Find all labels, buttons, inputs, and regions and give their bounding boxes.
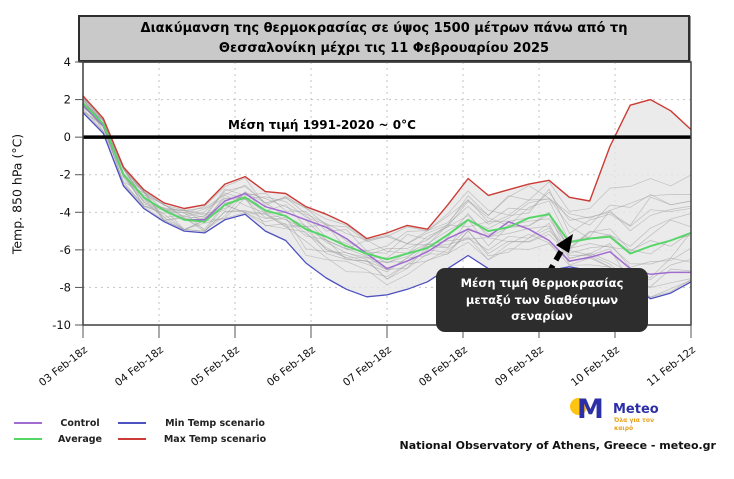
- credit-text: National Observatory of Athens, Greece - meteo.gr: [399, 439, 716, 452]
- x-tick-label: 10 Feb-18z: [568, 343, 622, 390]
- meteo-logo: [566, 394, 686, 432]
- legend-label: Min Temp scenario: [165, 417, 265, 429]
- y-tick-label: 4: [63, 55, 71, 69]
- y-tick-label: -8: [59, 280, 71, 295]
- y-tick-label: -10: [52, 318, 71, 332]
- y-axis-title: Temp. 850 hPa (°C): [9, 133, 25, 255]
- logo-tagline: Όλα για τον καιρό: [614, 417, 655, 432]
- legend-label: Max Temp scenario: [163, 433, 267, 445]
- x-tick-label: 07 Feb-18z: [340, 343, 394, 390]
- logo-wordmark: Meteo: [613, 402, 659, 417]
- y-tick-label: -2: [59, 167, 71, 182]
- x-tick-label: 05 Feb-18z: [188, 343, 242, 390]
- x-tick-label: 06 Feb-18z: [264, 343, 318, 390]
- legend-item: [118, 415, 278, 431]
- y-tick-label: -6: [59, 242, 71, 257]
- legend-swatch-max-temp-scenario: [118, 438, 146, 440]
- x-tick-label: 03 Feb-18z: [36, 343, 90, 390]
- y-tick-label: 0: [63, 130, 71, 145]
- chart-title: Διακύμανση της θερμοκρασίας σε ύψος 1500 μέτρων πάνω από τη Θεσσαλονίκη μέχρι τις 11 Φεβρουαρίου 2025: [78, 15, 690, 62]
- y-tick-label: -4: [59, 205, 71, 220]
- x-tick-label: 04 Feb-18z: [112, 343, 166, 390]
- legend-swatch-min-temp-scenario: [118, 422, 146, 424]
- legend-item: [118, 431, 278, 447]
- legend: [14, 415, 278, 447]
- y-tick-label: 2: [63, 92, 71, 107]
- legend-item: [14, 415, 112, 431]
- legend-swatch-control: [14, 422, 42, 424]
- x-tick-label: 08 Feb-18z: [416, 343, 470, 390]
- legend-label: Average: [58, 433, 102, 445]
- legend-label: Control: [60, 417, 100, 429]
- x-tick-label: 11 Feb-12z: [644, 343, 698, 390]
- legend-item: [14, 431, 112, 447]
- annotation-box: Μέση τιμή θερμοκρασίας μεταξύ των διαθέσιμων σεναρίων: [436, 268, 648, 332]
- x-tick-label: 09 Feb-18z: [492, 343, 546, 390]
- climatology-label: Μέση τιμή 1991-2020 ~ 0°C: [228, 118, 416, 133]
- logo-m-glyph: M: [577, 394, 603, 425]
- legend-swatch-average: [14, 438, 42, 440]
